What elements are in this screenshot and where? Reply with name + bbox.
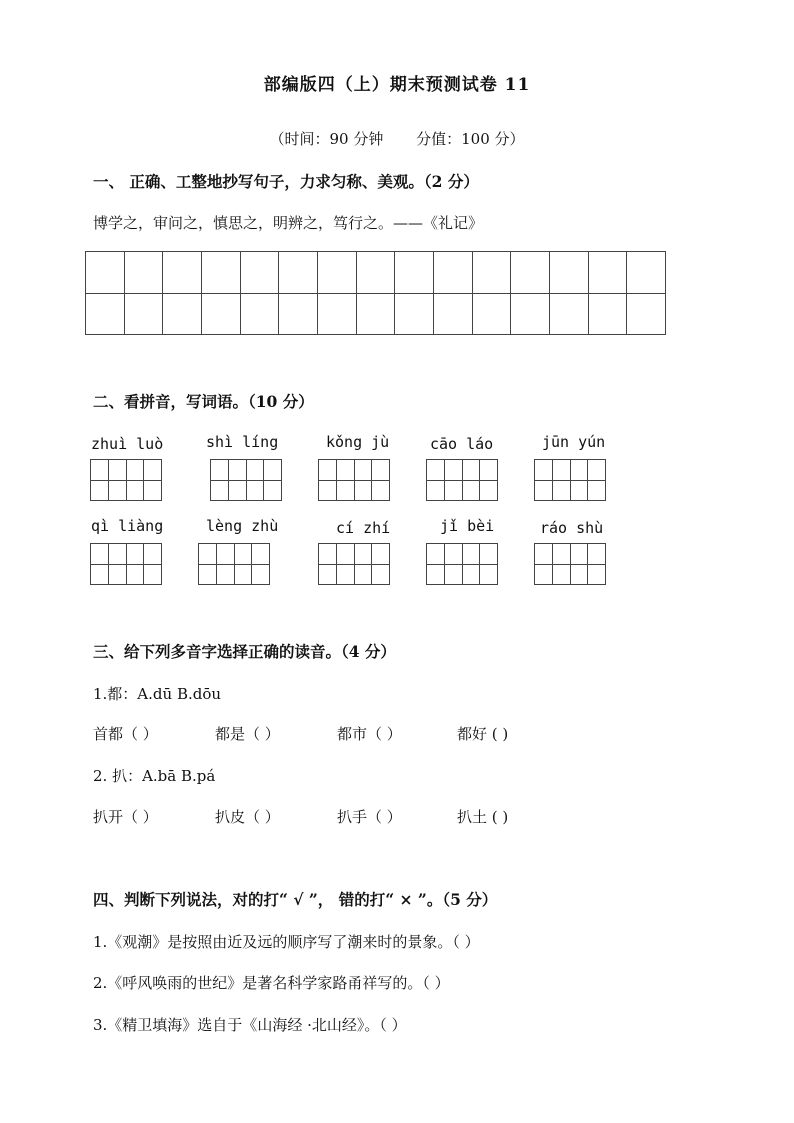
copy-writing-grid[interactable] — [85, 251, 666, 335]
word-box[interactable] — [534, 459, 606, 501]
exam-score: 分值：100 分） — [416, 130, 525, 148]
word-box[interactable] — [318, 543, 390, 585]
word-box[interactable] — [210, 459, 282, 501]
word-box[interactable] — [426, 543, 498, 585]
section3-heading: 三、给下列多音字选择正确的读音。（4 分） — [93, 642, 396, 661]
exam-time: （时间：90 分钟 — [269, 130, 384, 148]
answer-blank[interactable]: 都市（ ） — [337, 725, 402, 743]
pinyin-label: kǒng jù — [326, 433, 390, 451]
answer-blank[interactable]: 都是（ ） — [215, 725, 280, 743]
pinyin-label: cí zhí — [336, 519, 391, 537]
judgement-item[interactable]: 1.《观潮》是按照由近及远的顺序写了潮来时的景象。（ ） — [93, 933, 480, 951]
pinyin-label: lèng zhù — [206, 517, 279, 535]
section4-heading: 四、判断下列说法，对的打“ √ ”， 错的打“ × ”。（5 分） — [93, 890, 498, 909]
page-title: 部编版四（上）期末预测试卷 11 — [263, 75, 531, 95]
word-box[interactable] — [426, 459, 498, 501]
judgement-item[interactable]: 2.《呼风唤雨的世纪》是著名科学家路甬祥写的。（ ） — [93, 974, 450, 992]
section1-heading: 一、 正确、工整地抄写句子，力求匀称、美观。（2 分） — [93, 172, 479, 191]
section1-sentence: 博学之，审问之，慎思之，明辨之，笃行之。——《礼记》 — [93, 214, 484, 232]
pinyin-label: cāo láo — [430, 435, 494, 453]
answer-blank[interactable]: 首都（ ） — [93, 725, 158, 743]
question-1-label: 1.都：A.dū B.dōu — [93, 685, 222, 703]
answer-blank[interactable]: 扒皮（ ） — [215, 808, 280, 826]
question-2-label: 2. 扒：A.bā B.pá — [93, 767, 216, 785]
section2-heading: 二、看拼音，写词语。（10 分） — [93, 392, 314, 411]
word-box[interactable] — [90, 459, 162, 501]
question-2-items — [93, 806, 508, 827]
answer-blank[interactable]: 扒土 ( ) — [457, 808, 509, 826]
word-box[interactable] — [318, 459, 390, 501]
pinyin-label: shì líng — [206, 433, 279, 451]
judgement-item[interactable]: 3.《精卫填海》选自于《山海经 ·北山经》。（ ） — [93, 1016, 407, 1034]
pinyin-label: ráo shù — [540, 519, 604, 537]
pinyin-label: qì liàng — [91, 517, 164, 535]
answer-blank[interactable]: 扒手（ ） — [337, 808, 402, 826]
pinyin-label: zhuì luò — [91, 435, 164, 453]
exam-info — [0, 128, 794, 149]
word-box[interactable] — [90, 543, 162, 585]
question-1-items — [93, 723, 508, 744]
pinyin-label: jǐ bèi — [440, 517, 495, 535]
answer-blank[interactable]: 扒开（ ） — [93, 808, 158, 826]
word-box[interactable] — [198, 543, 270, 585]
answer-blank[interactable]: 都好 ( ) — [457, 725, 509, 743]
word-box[interactable] — [534, 543, 606, 585]
pinyin-label: jūn yún — [542, 433, 606, 451]
